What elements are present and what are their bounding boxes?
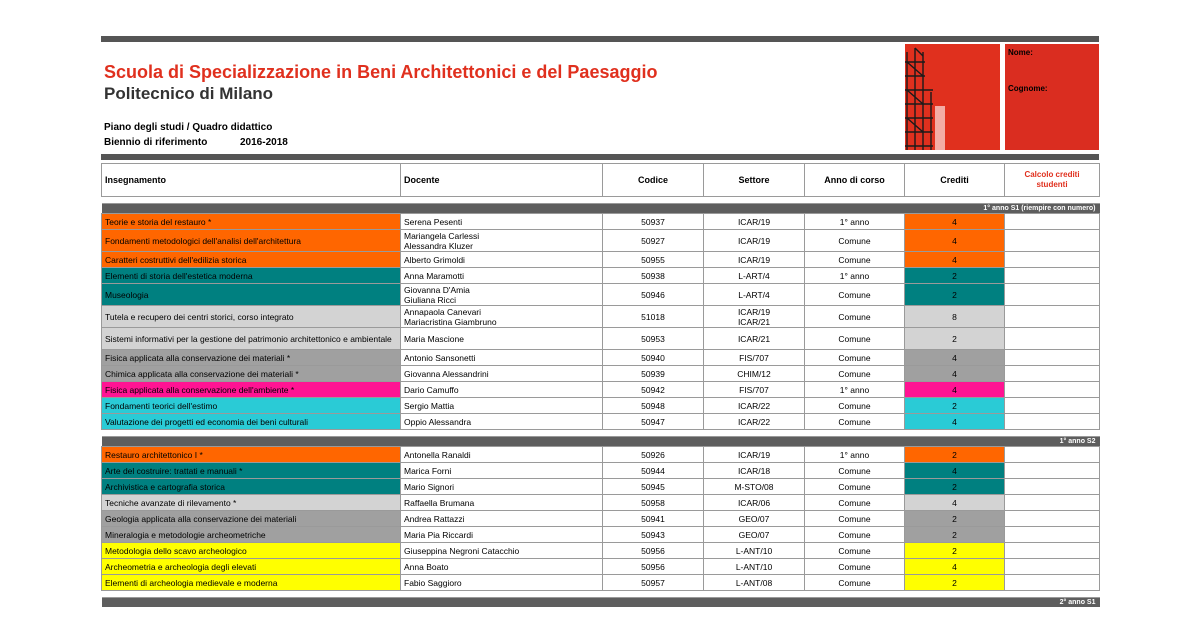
- table-row: [102, 414, 1100, 430]
- table-row: [102, 284, 1100, 306]
- student-credits-input[interactable]: [1005, 479, 1100, 495]
- sector-code: ICAR/19: [704, 214, 805, 230]
- course-code: 50957: [603, 575, 704, 591]
- course-code: 50947: [603, 414, 704, 430]
- table-row: [102, 495, 1100, 511]
- teacher-name: Mariangela Carlessi Alessandra Kluzer: [401, 230, 603, 252]
- teacher-name: Dario Camuffo: [401, 382, 603, 398]
- course-name: Sistemi informativi per la gestione del patrimonio architettonico e ambientale: [102, 328, 401, 350]
- credits-value: 4: [905, 230, 1005, 252]
- credits-value: 4: [905, 495, 1005, 511]
- student-credits-input[interactable]: [1005, 382, 1100, 398]
- section-spacer: [102, 430, 1100, 437]
- section-header-row: [102, 598, 1100, 608]
- sector-code: L-ART/4: [704, 284, 805, 306]
- section-spacer: [102, 591, 1100, 598]
- credits-value: 2: [905, 479, 1005, 495]
- course-year: Comune: [805, 328, 905, 350]
- course-name: Fondamenti teorici dell'estimo: [102, 398, 401, 414]
- course-year: Comune: [805, 306, 905, 328]
- course-name: Fisica applicata alla conservazione dei materiali *: [102, 350, 401, 366]
- col-crediti: Crediti: [905, 164, 1005, 197]
- table-row: [102, 527, 1100, 543]
- course-code: 50946: [603, 284, 704, 306]
- course-year: Comune: [805, 414, 905, 430]
- course-name: Archivistica e cartografia storica: [102, 479, 401, 495]
- course-name: Tecniche avanzate di rilevamento *: [102, 495, 401, 511]
- col-settore: Settore: [704, 164, 805, 197]
- student-credits-input[interactable]: [1005, 447, 1100, 463]
- course-name: Restauro architettonico I *: [102, 447, 401, 463]
- biennio-value: 2016-2018: [240, 137, 288, 148]
- credits-value: 2: [905, 543, 1005, 559]
- teacher-name: Antonio Sansonetti: [401, 350, 603, 366]
- teacher-name: Sergio Mattia: [401, 398, 603, 414]
- credits-value: 4: [905, 559, 1005, 575]
- student-credits-input[interactable]: [1005, 306, 1100, 328]
- table-row: [102, 543, 1100, 559]
- course-code: 50937: [603, 214, 704, 230]
- credits-value: 4: [905, 366, 1005, 382]
- course-code: 50942: [603, 382, 704, 398]
- course-name: Fisica applicata alla conservazione dell'ambiente *: [102, 382, 401, 398]
- student-name-box[interactable]: [1005, 44, 1099, 150]
- student-credits-input[interactable]: [1005, 543, 1100, 559]
- cognome-label: Cognome:: [1008, 84, 1048, 93]
- course-name: Teorie e storia del restauro *: [102, 214, 401, 230]
- student-credits-input[interactable]: [1005, 527, 1100, 543]
- table-row: [102, 398, 1100, 414]
- course-name: Chimica applicata alla conservazione dei materiali *: [102, 366, 401, 382]
- course-name: Museologia: [102, 284, 401, 306]
- table-row: [102, 252, 1100, 268]
- credits-value: 4: [905, 463, 1005, 479]
- sector-code: ICAR/21: [704, 328, 805, 350]
- credits-value: 2: [905, 268, 1005, 284]
- col-insegnamento: Insegnamento: [102, 164, 401, 197]
- course-code: 50945: [603, 479, 704, 495]
- sector-code: FIS/707: [704, 350, 805, 366]
- table-header-row: [102, 164, 1100, 197]
- course-year: Comune: [805, 284, 905, 306]
- student-credits-input[interactable]: [1005, 268, 1100, 284]
- sector-code: L-ANT/08: [704, 575, 805, 591]
- student-credits-input[interactable]: [1005, 398, 1100, 414]
- credits-value: 2: [905, 527, 1005, 543]
- student-credits-input[interactable]: [1005, 252, 1100, 268]
- table-row: [102, 268, 1100, 284]
- course-code: 50943: [603, 527, 704, 543]
- teacher-name: Maria Mascione: [401, 328, 603, 350]
- teacher-name: Raffaella Brumana: [401, 495, 603, 511]
- table-row: [102, 328, 1100, 350]
- sector-code: ICAR/22: [704, 398, 805, 414]
- student-credits-input[interactable]: [1005, 414, 1100, 430]
- sector-code: M-STO/08: [704, 479, 805, 495]
- course-year: Comune: [805, 230, 905, 252]
- table-row: [102, 511, 1100, 527]
- course-year: 1° anno: [805, 382, 905, 398]
- course-code: 50948: [603, 398, 704, 414]
- credits-value: 2: [905, 447, 1005, 463]
- sector-code: ICAR/19 ICAR/21: [704, 306, 805, 328]
- course-code: 50940: [603, 350, 704, 366]
- sector-code: GEO/07: [704, 527, 805, 543]
- page-subtitle: Politecnico di Milano: [104, 84, 274, 103]
- table-row: [102, 230, 1100, 252]
- course-year: Comune: [805, 350, 905, 366]
- course-year: Comune: [805, 559, 905, 575]
- section-header-row: [102, 437, 1100, 447]
- course-name: Arte del costruire: trattati e manuali *: [102, 463, 401, 479]
- student-credits-input[interactable]: [1005, 366, 1100, 382]
- student-credits-input[interactable]: [1005, 511, 1100, 527]
- teacher-name: Giovanna Alessandrini: [401, 366, 603, 382]
- section-label: 1° anno S2: [102, 437, 1100, 447]
- student-credits-input[interactable]: [1005, 350, 1100, 366]
- table-row: [102, 366, 1100, 382]
- section-label: 1° anno S1 (riempire con numero): [102, 204, 1100, 214]
- credits-value: 4: [905, 382, 1005, 398]
- course-code: 50938: [603, 268, 704, 284]
- sector-code: ICAR/06: [704, 495, 805, 511]
- page-title: Scuola di Specializzazione in Beni Architettonici e del Paesaggio: [104, 62, 658, 82]
- sector-code: GEO/07: [704, 511, 805, 527]
- course-name: Elementi di archeologia medievale e moderna: [102, 575, 401, 591]
- course-year: 1° anno: [805, 268, 905, 284]
- course-code: 50953: [603, 328, 704, 350]
- credits-value: 2: [905, 284, 1005, 306]
- student-credits-input[interactable]: [1005, 495, 1100, 511]
- course-year: Comune: [805, 511, 905, 527]
- table-row: [102, 350, 1100, 366]
- teacher-name: Andrea Rattazzi: [401, 511, 603, 527]
- table-row: [102, 447, 1100, 463]
- teacher-name: Annapaola Canevari Mariacristina Giambruno: [401, 306, 603, 328]
- section-spacer: [102, 197, 1100, 204]
- plan-label: Piano degli studi / Quadro didattico: [104, 122, 273, 133]
- course-year: Comune: [805, 527, 905, 543]
- course-year: Comune: [805, 543, 905, 559]
- table-row: [102, 306, 1100, 328]
- sector-code: L-ART/4: [704, 268, 805, 284]
- course-code: 50944: [603, 463, 704, 479]
- nome-label: Nome:: [1008, 48, 1033, 57]
- table-row: [102, 575, 1100, 591]
- sector-code: ICAR/19: [704, 447, 805, 463]
- header-rule: [101, 154, 1099, 160]
- course-year: 1° anno: [805, 214, 905, 230]
- teacher-name: Maria Pia Riccardi: [401, 527, 603, 543]
- teacher-name: Fabio Saggioro: [401, 575, 603, 591]
- course-year: Comune: [805, 575, 905, 591]
- sector-code: ICAR/19: [704, 230, 805, 252]
- scaffolding-logo-icon: [905, 44, 1000, 150]
- teacher-name: Alberto Grimoldi: [401, 252, 603, 268]
- section-label: 2° anno S1: [102, 598, 1100, 608]
- credits-value: 4: [905, 350, 1005, 366]
- course-name: Mineralogia e metodologie archeometriche: [102, 527, 401, 543]
- course-code: 50955: [603, 252, 704, 268]
- student-credits-input[interactable]: [1005, 463, 1100, 479]
- sector-code: ICAR/22: [704, 414, 805, 430]
- teacher-name: Anna Maramotti: [401, 268, 603, 284]
- col-calcolo: Calcolo crediti studenti: [1005, 164, 1100, 197]
- course-year: Comune: [805, 398, 905, 414]
- teacher-name: Mario Signori: [401, 479, 603, 495]
- course-code: 51018: [603, 306, 704, 328]
- table-row: [102, 382, 1100, 398]
- sector-code: L-ANT/10: [704, 559, 805, 575]
- credits-value: 4: [905, 414, 1005, 430]
- course-year: 1° anno: [805, 447, 905, 463]
- sector-code: ICAR/19: [704, 252, 805, 268]
- course-code: 50926: [603, 447, 704, 463]
- col-docente: Docente: [401, 164, 603, 197]
- course-year: Comune: [805, 463, 905, 479]
- table-row: [102, 214, 1100, 230]
- course-code: 50941: [603, 511, 704, 527]
- teacher-name: Serena Pesenti: [401, 214, 603, 230]
- section-header-row: [102, 204, 1100, 214]
- teacher-name: Antonella Ranaldi: [401, 447, 603, 463]
- course-year: Comune: [805, 495, 905, 511]
- sector-code: ICAR/18: [704, 463, 805, 479]
- course-year: Comune: [805, 252, 905, 268]
- course-name: Tutela e recupero dei centri storici, corso integrato: [102, 306, 401, 328]
- top-rule: [101, 36, 1099, 42]
- sector-code: FIS/707: [704, 382, 805, 398]
- course-name: Fondamenti metodologici dell'analisi dell'architettura: [102, 230, 401, 252]
- course-name: Caratteri costruttivi dell'edilizia storica: [102, 252, 401, 268]
- course-code: 50958: [603, 495, 704, 511]
- course-name: Archeometria e archeologia degli elevati: [102, 559, 401, 575]
- teacher-name: Marica Forni: [401, 463, 603, 479]
- biennio-label: Biennio di riferimento: [104, 137, 208, 148]
- sector-code: CHIM/12: [704, 366, 805, 382]
- course-code: 50939: [603, 366, 704, 382]
- student-credits-input[interactable]: [1005, 214, 1100, 230]
- table-row: [102, 463, 1100, 479]
- teacher-name: Giovanna D'Amia Giuliana Ricci: [401, 284, 603, 306]
- table-row: [102, 559, 1100, 575]
- student-credits-input[interactable]: [1005, 559, 1100, 575]
- credits-value: 2: [905, 511, 1005, 527]
- course-code: 50956: [603, 543, 704, 559]
- course-name: Geologia applicata alla conservazione dei materiali: [102, 511, 401, 527]
- student-credits-input[interactable]: [1005, 328, 1100, 350]
- course-code: 50956: [603, 559, 704, 575]
- credits-value: 2: [905, 328, 1005, 350]
- course-year: Comune: [805, 479, 905, 495]
- sector-code: L-ANT/10: [704, 543, 805, 559]
- credits-value: 4: [905, 252, 1005, 268]
- credits-value: 2: [905, 575, 1005, 591]
- course-name: Valutazione dei progetti ed economia dei beni culturali: [102, 414, 401, 430]
- student-credits-input[interactable]: [1005, 230, 1100, 252]
- course-table: [101, 163, 1100, 607]
- course-name: Elementi di storia dell'estetica moderna: [102, 268, 401, 284]
- student-credits-input[interactable]: [1005, 575, 1100, 591]
- student-credits-input[interactable]: [1005, 284, 1100, 306]
- teacher-name: Oppio Alessandra: [401, 414, 603, 430]
- credits-value: 8: [905, 306, 1005, 328]
- course-year: Comune: [805, 366, 905, 382]
- biennio-row: [104, 137, 288, 148]
- col-codice: Codice: [603, 164, 704, 197]
- table-row: [102, 479, 1100, 495]
- col-anno: Anno di corso: [805, 164, 905, 197]
- teacher-name: Giuseppina Negroni Catacchio: [401, 543, 603, 559]
- teacher-name: Anna Boato: [401, 559, 603, 575]
- course-name: Metodologia dello scavo archeologico: [102, 543, 401, 559]
- credits-value: 2: [905, 398, 1005, 414]
- course-code: 50927: [603, 230, 704, 252]
- credits-value: 4: [905, 214, 1005, 230]
